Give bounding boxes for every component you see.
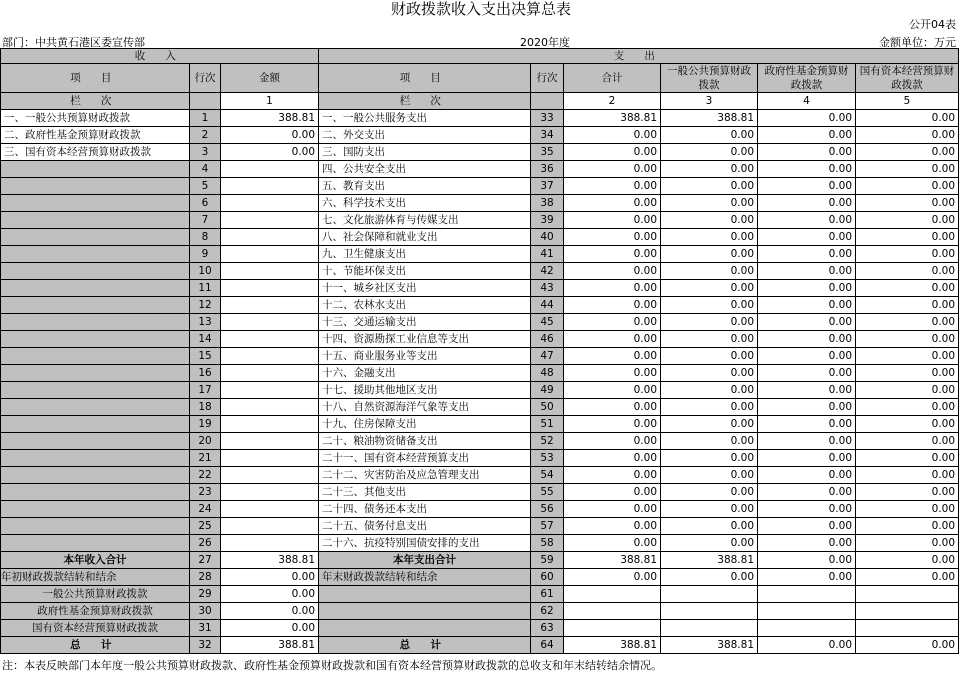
table-row [1, 280, 959, 297]
cell-cap: 0.00 [856, 535, 959, 552]
cell-total: 0.00 [564, 178, 661, 195]
cell-in-item [1, 484, 190, 501]
table-row [1, 535, 959, 552]
cell-in-item: 二、政府性基金预算财政拨款 [1, 127, 190, 144]
cell-fund: 0.00 [758, 382, 856, 399]
cell-ex-no: 56 [531, 501, 564, 518]
cell-cap: 0.00 [856, 144, 959, 161]
cell-gen: 0.00 [661, 484, 758, 501]
cell-total: 0.00 [564, 416, 661, 433]
cell-ex-no: 49 [531, 382, 564, 399]
income-line-no-header: 行次 [190, 64, 221, 93]
cell-gen: 0.00 [661, 229, 758, 246]
table-row [1, 331, 959, 348]
cell-in-item [1, 297, 190, 314]
department-label: 部门：中共黄石港区委宣传部 [2, 36, 145, 49]
cell-fund: 0.00 [758, 280, 856, 297]
cell-fund: 0.00 [758, 399, 856, 416]
cell-in-amt: 388.81 [221, 110, 319, 127]
general-budget-header: 一般公共预算财政拨款 [661, 64, 758, 93]
cell-ex-no: 47 [531, 348, 564, 365]
table-row [1, 144, 959, 161]
cell-fund: 0.00 [758, 467, 856, 484]
cell-in-item [1, 501, 190, 518]
cell-in-amt [221, 501, 319, 518]
cell-in-amt [221, 433, 319, 450]
cell-cap: 0.00 [856, 416, 959, 433]
cell-total: 0.00 [564, 280, 661, 297]
cell-fund: 0.00 [758, 297, 856, 314]
income-group-header: 收 入 [1, 49, 319, 64]
income-item-header: 项 目 [1, 64, 190, 93]
cell-cap: 0.00 [856, 263, 959, 280]
sub-row-general: 一般公共预算财政拨款 29 0.00 61 [1, 586, 959, 603]
cell-ex-item: 九、卫生健康支出 [319, 246, 531, 263]
expense-column-label: 栏 次 [319, 93, 531, 110]
cell-ex-no: 42 [531, 263, 564, 280]
cell-total: 0.00 [564, 382, 661, 399]
carry-over-row: 年初财政拨款结转和结余 28 0.00 年末财政拨款结转和结余 60 0.00 0.00 0.00 0.00 [1, 569, 959, 586]
cell-ex-item: 十七、援助其他地区支出 [319, 382, 531, 399]
cell-cap: 0.00 [856, 229, 959, 246]
cell-fund: 0.00 [758, 535, 856, 552]
cell-cap: 0.00 [856, 365, 959, 382]
cell-in-item [1, 229, 190, 246]
cell-gen: 0.00 [661, 535, 758, 552]
cell-in-item [1, 314, 190, 331]
cell-in-item [1, 212, 190, 229]
cell-in-amt [221, 518, 319, 535]
cell-in-no: 21 [190, 450, 221, 467]
cell-fund: 0.00 [758, 348, 856, 365]
cell-fund: 0.00 [758, 518, 856, 535]
cell-cap: 0.00 [856, 501, 959, 518]
cell-total: 0.00 [564, 450, 661, 467]
cell-in-item [1, 161, 190, 178]
cell-in-amt: 0.00 [221, 144, 319, 161]
cell-in-amt [221, 195, 319, 212]
cell-gen: 0.00 [661, 297, 758, 314]
cell-in-no: 12 [190, 297, 221, 314]
table-row [1, 399, 959, 416]
state-capital-header: 国有资本经营预算财政拨款 [856, 64, 959, 93]
cell-in-no: 26 [190, 535, 221, 552]
cell-fund: 0.00 [758, 501, 856, 518]
cell-in-amt [221, 450, 319, 467]
report-code: 公开04表 [909, 18, 956, 31]
cell-in-no: 2 [190, 127, 221, 144]
cell-fund: 0.00 [758, 229, 856, 246]
cell-total: 0.00 [564, 127, 661, 144]
cell-in-amt [221, 399, 319, 416]
cell-in-amt [221, 280, 319, 297]
cell-cap: 0.00 [856, 195, 959, 212]
cell-ex-item: 十八、自然资源海洋气象等支出 [319, 399, 531, 416]
cell-ex-no: 36 [531, 161, 564, 178]
cell-fund: 0.00 [758, 178, 856, 195]
cell-fund: 0.00 [758, 416, 856, 433]
cell-in-no: 20 [190, 433, 221, 450]
cell-ex-item: 三、国防支出 [319, 144, 531, 161]
cell-in-item: 三、国有资本经营预算财政拨款 [1, 144, 190, 161]
cell-cap: 0.00 [856, 246, 959, 263]
cell-in-item [1, 399, 190, 416]
cell-fund: 0.00 [758, 365, 856, 382]
footnote: 注：本表反映部门本年度一般公共预算财政拨款、政府性基金预算财政拨款和国有资本经营预算财政拨款的总收支和年末结转结余情况。 [2, 659, 662, 672]
cell-in-amt [221, 348, 319, 365]
cell-in-item [1, 365, 190, 382]
cell-total: 0.00 [564, 484, 661, 501]
cell-fund: 0.00 [758, 246, 856, 263]
expense-total-header: 合计 [564, 64, 661, 93]
grand-total-row: 总 计 32 388.81 总 计 64 388.81 388.81 0.00 0.00 [1, 637, 959, 654]
cell-total: 0.00 [564, 195, 661, 212]
cell-gen: 0.00 [661, 399, 758, 416]
cell-ex-no: 53 [531, 450, 564, 467]
cell-cap: 0.00 [856, 127, 959, 144]
cell-ex-item: 二十三、其他支出 [319, 484, 531, 501]
cell-ex-no: 37 [531, 178, 564, 195]
cell-total: 388.81 [564, 110, 661, 127]
cell-ex-item: 十九、住房保障支出 [319, 416, 531, 433]
cell-total: 0.00 [564, 535, 661, 552]
cell-gen: 0.00 [661, 246, 758, 263]
table-row [1, 416, 959, 433]
cell-gen: 0.00 [661, 433, 758, 450]
cell-total: 0.00 [564, 297, 661, 314]
cell-ex-no: 51 [531, 416, 564, 433]
cell-cap: 0.00 [856, 433, 959, 450]
table-row [1, 212, 959, 229]
cell-gen: 0.00 [661, 467, 758, 484]
cell-cap: 0.00 [856, 382, 959, 399]
cell-gen: 0.00 [661, 501, 758, 518]
cell-in-amt [221, 365, 319, 382]
income-amount-header: 金额 [221, 64, 319, 93]
cell-fund: 0.00 [758, 110, 856, 127]
cell-gen: 0.00 [661, 365, 758, 382]
cell-total: 0.00 [564, 246, 661, 263]
gov-fund-header: 政府性基金预算财政拨款 [758, 64, 856, 93]
col-number: 2 [564, 93, 661, 110]
cell-gen: 0.00 [661, 161, 758, 178]
cell-in-amt [221, 246, 319, 263]
cell-in-amt [221, 178, 319, 195]
cell-fund: 0.00 [758, 263, 856, 280]
cell-ex-no: 33 [531, 110, 564, 127]
cell-ex-no: 38 [531, 195, 564, 212]
cell-gen: 0.00 [661, 450, 758, 467]
cell-in-item [1, 331, 190, 348]
cell-gen: 0.00 [661, 212, 758, 229]
cell-in-item [1, 263, 190, 280]
cell-in-no: 25 [190, 518, 221, 535]
cell-fund: 0.00 [758, 484, 856, 501]
col-number: 5 [856, 93, 959, 110]
cell-ex-no: 55 [531, 484, 564, 501]
income-column-label: 栏 次 [1, 93, 190, 110]
amount-unit: 金额单位：万元 [879, 36, 956, 49]
cell-total: 0.00 [564, 263, 661, 280]
cell-total: 0.00 [564, 314, 661, 331]
cell-total: 0.00 [564, 229, 661, 246]
table-row [1, 484, 959, 501]
table-row [1, 433, 959, 450]
cell-in-no: 11 [190, 280, 221, 297]
cell-gen: 0.00 [661, 178, 758, 195]
cell-fund: 0.00 [758, 314, 856, 331]
cell-total: 0.00 [564, 399, 661, 416]
cell-in-amt [221, 314, 319, 331]
expense-line-no-header: 行次 [531, 64, 564, 93]
cell-ex-item: 二十四、债务还本支出 [319, 501, 531, 518]
cell-cap: 0.00 [856, 280, 959, 297]
cell-in-no: 17 [190, 382, 221, 399]
cell-in-no: 24 [190, 501, 221, 518]
cell-total: 0.00 [564, 433, 661, 450]
cell-in-no: 16 [190, 365, 221, 382]
table-row [1, 501, 959, 518]
sub-row-state-capital: 国有资本经营预算财政拨款 31 0.00 63 [1, 620, 959, 637]
cell-in-no: 8 [190, 229, 221, 246]
cell-in-no: 13 [190, 314, 221, 331]
table-row [1, 195, 959, 212]
cell-in-no: 10 [190, 263, 221, 280]
cell-fund: 0.00 [758, 161, 856, 178]
income-expense-total-row: 本年收入合计 27 388.81 本年支出合计 59 388.81 388.81 0.00 0.00 [1, 552, 959, 569]
cell-cap: 0.00 [856, 161, 959, 178]
cell-cap: 0.00 [856, 178, 959, 195]
cell-in-no: 1 [190, 110, 221, 127]
cell-gen: 0.00 [661, 331, 758, 348]
cell-ex-no: 46 [531, 331, 564, 348]
expense-group-header: 支 出 [319, 49, 959, 64]
cell-cap: 0.00 [856, 518, 959, 535]
cell-in-no: 4 [190, 161, 221, 178]
cell-fund: 0.00 [758, 331, 856, 348]
cell-gen: 0.00 [661, 382, 758, 399]
cell-in-amt [221, 331, 319, 348]
cell-ex-item: 二十一、国有资本经营预算支出 [319, 450, 531, 467]
cell-in-no: 7 [190, 212, 221, 229]
cell-in-item [1, 280, 190, 297]
table-row [1, 127, 959, 144]
cell-in-no: 19 [190, 416, 221, 433]
cell-cap: 0.00 [856, 348, 959, 365]
table-row [1, 178, 959, 195]
cell-fund: 0.00 [758, 144, 856, 161]
cell-gen: 0.00 [661, 348, 758, 365]
cell-ex-item: 一、一般公共服务支出 [319, 110, 531, 127]
cell-ex-item: 十、节能环保支出 [319, 263, 531, 280]
cell-total: 0.00 [564, 144, 661, 161]
sub-row-gov-fund: 政府性基金预算财政拨款 30 0.00 62 [1, 603, 959, 620]
cell-in-no: 22 [190, 467, 221, 484]
cell-cap: 0.00 [856, 110, 959, 127]
cell-in-no: 5 [190, 178, 221, 195]
report-year: 2020年度 [520, 36, 570, 49]
cell-in-amt [221, 467, 319, 484]
cell-gen: 0.00 [661, 144, 758, 161]
cell-ex-no: 34 [531, 127, 564, 144]
cell-in-amt: 0.00 [221, 127, 319, 144]
cell-ex-no: 41 [531, 246, 564, 263]
cell-ex-item: 十二、农林水支出 [319, 297, 531, 314]
cell-ex-item: 二十六、抗疫特别国债安排的支出 [319, 535, 531, 552]
table-row [1, 297, 959, 314]
cell-ex-item: 二、外交支出 [319, 127, 531, 144]
cell-in-item [1, 178, 190, 195]
cell-in-amt [221, 229, 319, 246]
cell-in-item [1, 416, 190, 433]
budget-summary-table [0, 48, 959, 654]
cell-total: 0.00 [564, 467, 661, 484]
cell-ex-item: 五、教育支出 [319, 178, 531, 195]
cell-ex-no: 44 [531, 297, 564, 314]
cell-total: 0.00 [564, 348, 661, 365]
cell-in-amt [221, 297, 319, 314]
cell-gen: 0.00 [661, 314, 758, 331]
table-row [1, 263, 959, 280]
cell-fund: 0.00 [758, 450, 856, 467]
cell-ex-no: 54 [531, 467, 564, 484]
cell-total: 0.00 [564, 331, 661, 348]
cell-in-amt [221, 535, 319, 552]
cell-in-no: 23 [190, 484, 221, 501]
cell-cap: 0.00 [856, 314, 959, 331]
cell-in-amt [221, 212, 319, 229]
col-number: 1 [221, 93, 319, 110]
cell-cap: 0.00 [856, 467, 959, 484]
cell-in-no: 14 [190, 331, 221, 348]
cell-in-item [1, 518, 190, 535]
cell-ex-no: 39 [531, 212, 564, 229]
cell-cap: 0.00 [856, 297, 959, 314]
table-row [1, 246, 959, 263]
cell-in-item [1, 433, 190, 450]
cell-fund: 0.00 [758, 433, 856, 450]
cell-in-amt [221, 161, 319, 178]
cell-in-amt [221, 263, 319, 280]
cell-in-item: 一、一般公共预算财政拨款 [1, 110, 190, 127]
cell-ex-no: 48 [531, 365, 564, 382]
cell-gen: 0.00 [661, 518, 758, 535]
cell-in-no: 18 [190, 399, 221, 416]
cell-fund: 0.00 [758, 195, 856, 212]
cell-fund: 0.00 [758, 212, 856, 229]
cell-total: 0.00 [564, 161, 661, 178]
cell-gen: 388.81 [661, 110, 758, 127]
cell-ex-no: 35 [531, 144, 564, 161]
table-row [1, 467, 959, 484]
cell-total: 0.00 [564, 212, 661, 229]
cell-ex-item: 二十、粮油物资储备支出 [319, 433, 531, 450]
table-row [1, 450, 959, 467]
cell-cap: 0.00 [856, 399, 959, 416]
cell-in-amt [221, 382, 319, 399]
table-row [1, 365, 959, 382]
cell-ex-item: 八、社会保障和就业支出 [319, 229, 531, 246]
cell-cap: 0.00 [856, 484, 959, 501]
cell-cap: 0.00 [856, 331, 959, 348]
cell-in-item [1, 382, 190, 399]
cell-in-item [1, 246, 190, 263]
cell-ex-no: 40 [531, 229, 564, 246]
cell-ex-no: 52 [531, 433, 564, 450]
cell-cap: 0.00 [856, 212, 959, 229]
cell-in-item [1, 195, 190, 212]
cell-ex-no: 57 [531, 518, 564, 535]
cell-ex-item: 十三、交通运输支出 [319, 314, 531, 331]
cell-in-item [1, 467, 190, 484]
cell-total: 0.00 [564, 501, 661, 518]
cell-ex-item: 十一、城乡社区支出 [319, 280, 531, 297]
cell-ex-item: 六、科学技术支出 [319, 195, 531, 212]
table-row [1, 382, 959, 399]
cell-in-no: 15 [190, 348, 221, 365]
cell-in-amt [221, 416, 319, 433]
cell-in-item [1, 348, 190, 365]
cell-ex-item: 十五、商业服务业等支出 [319, 348, 531, 365]
col-number: 3 [661, 93, 758, 110]
report-title: 财政拨款收入支出决算总表 [390, 0, 571, 18]
table-row [1, 110, 959, 127]
cell-gen: 0.00 [661, 416, 758, 433]
cell-gen: 0.00 [661, 280, 758, 297]
cell-total: 0.00 [564, 365, 661, 382]
cell-ex-item: 四、公共安全支出 [319, 161, 531, 178]
cell-in-no: 9 [190, 246, 221, 263]
cell-in-item [1, 535, 190, 552]
cell-ex-no: 43 [531, 280, 564, 297]
cell-ex-item: 七、文化旅游体育与传媒支出 [319, 212, 531, 229]
table-row [1, 314, 959, 331]
col-number: 4 [758, 93, 856, 110]
table-row [1, 161, 959, 178]
cell-ex-item: 二十五、债务付息支出 [319, 518, 531, 535]
cell-in-item [1, 450, 190, 467]
cell-ex-no: 58 [531, 535, 564, 552]
cell-in-no: 3 [190, 144, 221, 161]
table-row [1, 348, 959, 365]
cell-ex-item: 十六、金融支出 [319, 365, 531, 382]
cell-in-amt [221, 484, 319, 501]
cell-gen: 0.00 [661, 263, 758, 280]
cell-total: 0.00 [564, 518, 661, 535]
cell-ex-item: 二十二、灾害防治及应急管理支出 [319, 467, 531, 484]
table-row [1, 229, 959, 246]
cell-ex-no: 50 [531, 399, 564, 416]
cell-fund: 0.00 [758, 127, 856, 144]
table-row [1, 518, 959, 535]
cell-gen: 0.00 [661, 127, 758, 144]
cell-cap: 0.00 [856, 450, 959, 467]
cell-gen: 0.00 [661, 195, 758, 212]
cell-ex-no: 45 [531, 314, 564, 331]
cell-in-no: 6 [190, 195, 221, 212]
expense-item-header: 项 目 [319, 64, 531, 93]
cell-ex-item: 十四、资源勘探工业信息等支出 [319, 331, 531, 348]
